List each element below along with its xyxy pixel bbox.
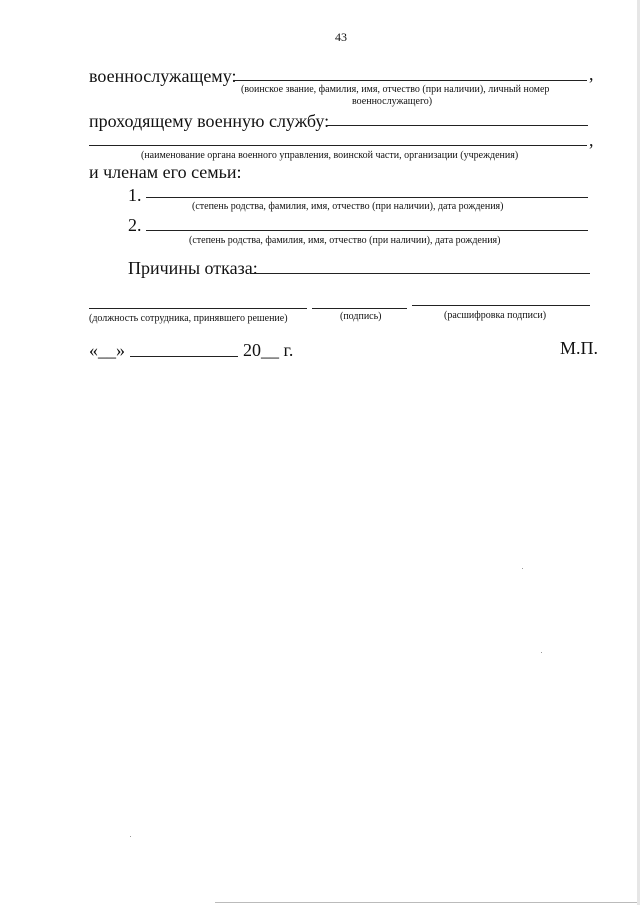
month-fill-line[interactable] (130, 356, 238, 357)
service-place-caption: (наименование органа военного управления, воинской части, организации (учреждения) (141, 150, 519, 161)
family-item-2-number: 2. (128, 215, 142, 235)
date-year[interactable] (243, 340, 293, 361)
year-suffix: г. (283, 340, 294, 360)
serviceman-caption-line1: (воинское звание, фамилия, имя, отчество (при наличии), личный номер (241, 84, 550, 95)
family-item-1-fill-line[interactable] (146, 197, 588, 198)
quote-close: » (116, 340, 125, 360)
family-item-1-caption: (степень родства, фамилия, имя, отчество (при наличии), дата рождения) (192, 201, 504, 212)
signature-caption: (подпись) (340, 311, 382, 322)
year-blank: __ (261, 340, 279, 360)
position-caption: (должность сотрудника, принявшего решение) (89, 313, 288, 324)
decoding-fill-line[interactable] (412, 305, 590, 306)
signature-fill-line[interactable] (312, 308, 407, 309)
scan-speck (130, 836, 131, 837)
page-number: 43 (335, 30, 347, 44)
stamp-placeholder: М.П. (560, 338, 599, 358)
family-item-1-number: 1. (128, 185, 142, 205)
scan-speck (522, 568, 523, 569)
service-place-fill-line-1[interactable] (326, 125, 588, 126)
scan-speck (541, 652, 542, 653)
serviceman-comma: , (589, 64, 594, 84)
date-day[interactable] (89, 340, 125, 361)
day-blank: __ (98, 340, 116, 360)
year-prefix: 20 (243, 340, 261, 360)
quote-open: « (89, 340, 98, 360)
serviceman-caption-line2: военнослужащего) (352, 96, 433, 107)
family-label: и членам его семьи: (89, 162, 242, 182)
family-item-2-fill-line[interactable] (146, 230, 588, 231)
scan-bottom-edge (215, 902, 640, 903)
family-item-2-caption: (степень родства, фамилия, имя, отчество (при наличии), дата рождения) (189, 235, 501, 246)
service-place-label: проходящему военную службу: (89, 111, 330, 131)
refusal-label: Причины отказа: (128, 258, 258, 278)
serviceman-fill-line[interactable] (234, 80, 587, 81)
service-place-fill-line-2[interactable] (89, 145, 587, 146)
position-fill-line[interactable] (89, 308, 307, 309)
decoding-caption: (расшифровка подписи) (444, 310, 547, 321)
service-place-comma: , (589, 130, 594, 150)
serviceman-label: военнослужащему: (89, 66, 237, 86)
refusal-fill-line[interactable] (250, 273, 590, 274)
